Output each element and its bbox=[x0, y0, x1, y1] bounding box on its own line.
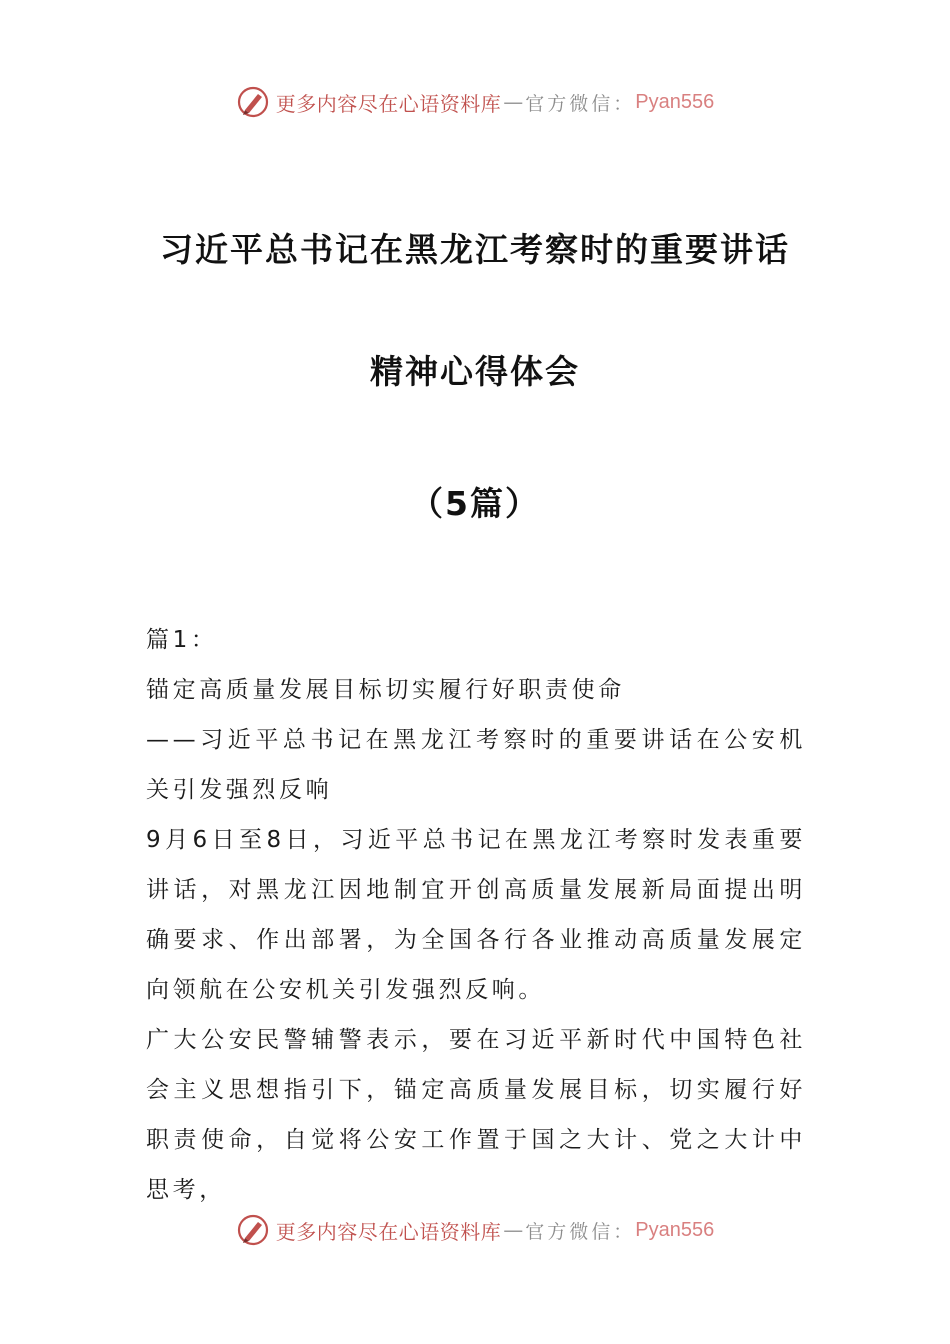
pen-logo-icon bbox=[236, 85, 270, 119]
wechat-label: 官方微信： bbox=[525, 1220, 636, 1243]
paragraph: 广大公安民警辅警表示，要在习近平新时代中国特色社会主义思想指引下，锚定高质量发展目标，切实履行好职责使命，自觉将公安工作置于国之大计、党之大计中思考， bbox=[146, 1027, 806, 1203]
article-subheadline: ——习近平总书记在黑龙江考察时的重要讲话在公安机关引发强烈反响 bbox=[146, 727, 806, 803]
header-banner bbox=[0, 80, 950, 124]
document-title-count: （5篇） bbox=[410, 484, 540, 523]
document-title-line-1: 习近平总书记在黑龙江考察时的重要讲话 bbox=[160, 230, 790, 269]
promo-text: 更多内容尽在心语资料库 bbox=[275, 1219, 502, 1244]
promo-text: 更多内容尽在心语资料库 bbox=[275, 91, 502, 116]
section-label: 篇1： bbox=[146, 627, 218, 653]
separator-dash: — bbox=[503, 1218, 524, 1242]
paragraph: 9月6日至8日，习近平总书记在黑龙江考察时发表重要讲话，对黑龙江因地制宜开创高质量发展新局面提出明确要求、作出部署，为全国各行各业推动高质量发展定向领航在公安机关引发强烈反响。 bbox=[146, 827, 806, 1003]
separator-dash: — bbox=[503, 90, 524, 114]
document-title-line-2: 精神心得体会 bbox=[370, 352, 580, 391]
footer-banner bbox=[0, 1208, 950, 1252]
wechat-id: Pyan556 bbox=[635, 90, 715, 113]
wechat-label: 官方微信： bbox=[525, 92, 636, 115]
pen-logo-icon bbox=[236, 1213, 270, 1247]
wechat-id: Pyan556 bbox=[635, 1218, 715, 1241]
article-headline: 锚定高质量发展目标切实履行好职责使命 bbox=[146, 677, 625, 703]
article-body bbox=[146, 615, 806, 1215]
